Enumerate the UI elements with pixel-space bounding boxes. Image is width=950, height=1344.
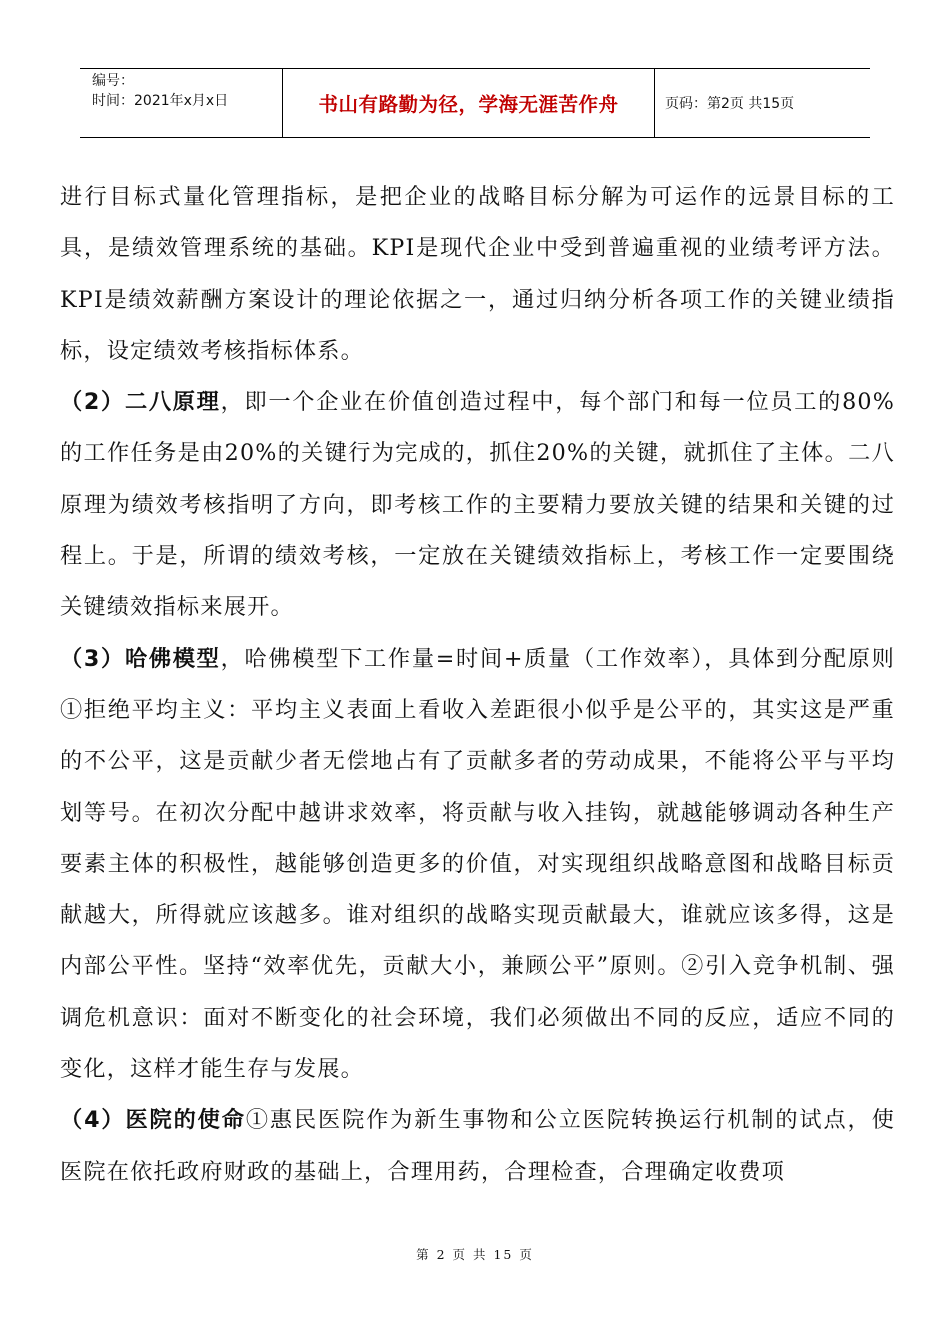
header-meta [80, 69, 283, 137]
paragraph-text: ①惠民医院作为新生事物和公立医院转换运行机制的试点，使医院在依托政府财政的基础上，合理用药，合理检查，合理确定收费项 [60, 1107, 895, 1185]
header-motto-cell [283, 69, 655, 137]
paragraph-text: ，即一个企业在价值创造过程中，每个部门和每一位员工的80%的工作任务是由20%的关键行为完成的，抓住20%的关键，就抓住了主体。二八原理为绩效考核指明了方向，即考核工作的主要精力要放关键的结果和关键的过程上。于是，所谓的绩效考核，一定放在关键绩效指标上，考核工作一定要围绕关键绩效指标来展开。 [60, 389, 895, 621]
page-info-text: 页码：第2页 共15页 [665, 96, 795, 112]
paragraph-text: ，哈佛模型下工作量=时间+质量（工作效率），具体到分配原则①拒绝平均主义：平均主义表面上看收入差距很小似乎是公平的，其实这是严重的不公平，这是贡献少者无偿地占有了贡献多者的劳动成果，不能将公平与平均划等号。在初次分配中越讲求效率，将贡献与收入挂钩，就越能够调动各种生产要素主体的积极性，越能够创造更多的价值，对实现组织战略意图和战略目标贡献越大，所得就应该越多。谁对组织的战略实现贡献最大，谁就应该多得，这是内部公平性。坚持“效率优先，贡献大小，兼顾公平”原则。②引入竞争机制、强调危机意识：面对不断变化的社会环境，我们必须做出不同的反应，适应不同的变化，这样才能生存与发展。 [60, 645, 895, 1083]
paragraph-heading: （2）二八原理 [60, 389, 221, 416]
document-body [60, 172, 895, 1198]
paragraph-heading: （4）医院的使命 [60, 1107, 246, 1134]
paragraph-hospital-mission [60, 1095, 895, 1198]
time-label: 时间：2021年x月x日 [92, 93, 229, 109]
paragraph-text: 进行目标式量化管理指标，是把企业的战略目标分解为可运作的远景目标的工具，是绩效管理系统的基础。KPI是现代企业中受到普遍重视的业绩考评方法。 KPI是绩效薪酬方案设计的理论依据之一，通过归纳分析各项工作的关键业绩指标，设定绩效考核指标体系。 [60, 184, 895, 364]
header-page-info [655, 69, 870, 137]
document-header [80, 68, 870, 138]
paragraph-harvard [60, 634, 895, 1096]
number-label: 编号： [92, 73, 134, 89]
footer-page-number: 第 2 页 共 15 页 [416, 1247, 534, 1262]
paragraph-heading: （3）哈佛模型 [60, 645, 221, 672]
paragraph-pareto [60, 377, 895, 633]
paragraph-kpi [60, 172, 895, 377]
motto-text: 书山有路勤为径，学海无涯苦作舟 [318, 93, 619, 116]
page-footer [0, 1245, 950, 1263]
